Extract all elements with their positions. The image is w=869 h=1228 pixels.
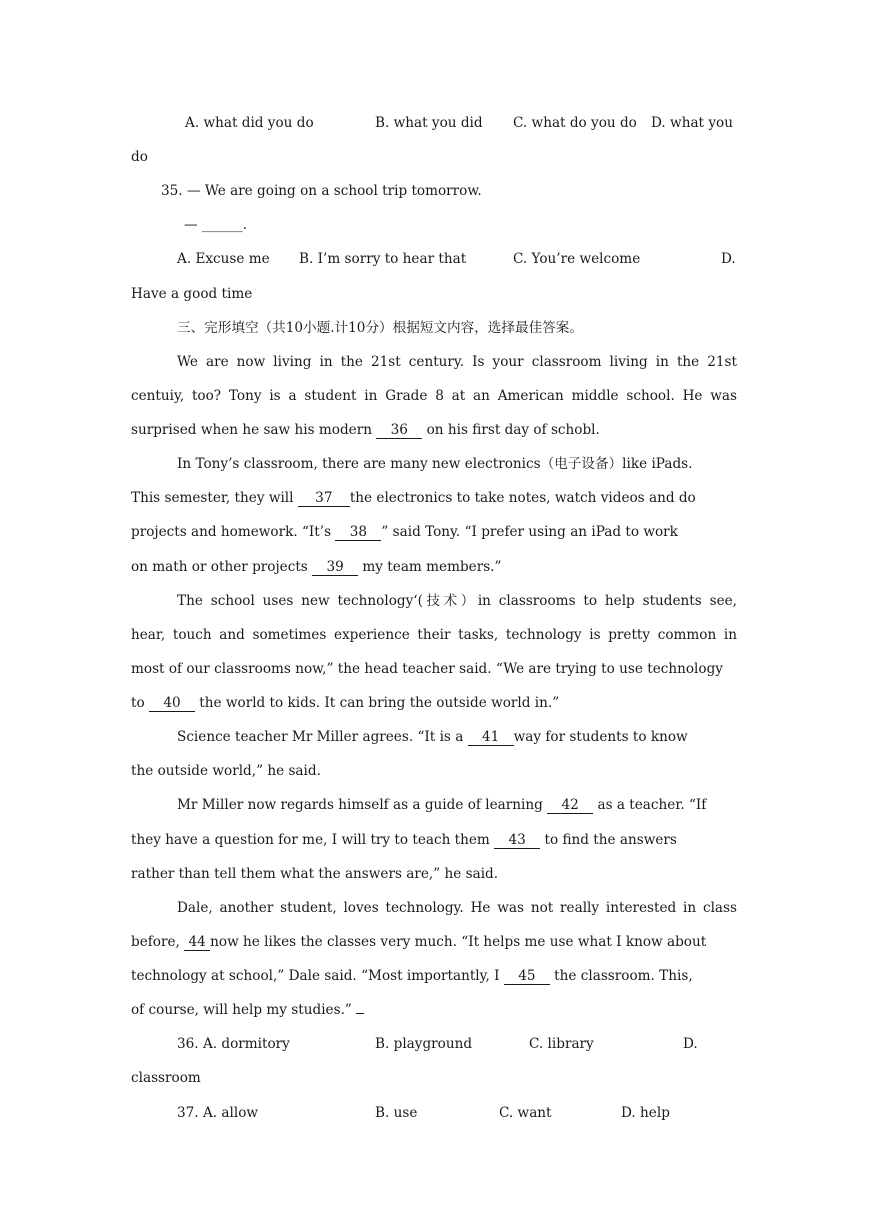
q35-response-blank: ______. [201, 217, 248, 233]
p1-line-1: We are now living in the 21st century. Is your classroom living in the 21st [177, 354, 737, 370]
text-run: Science teacher Mr Miller agrees. “It is a [177, 729, 468, 745]
q35-option-a: A. Excuse me [177, 251, 270, 267]
trailing-underline [356, 1013, 364, 1014]
text-run: before, [131, 934, 185, 950]
blank-38: 38 [335, 525, 381, 541]
text-run: to [131, 695, 149, 711]
q34-option-b: B. what you did [375, 115, 483, 131]
text-run: on math or other projects [131, 559, 313, 575]
q36-option-a: 36. A. dormitory [177, 1036, 290, 1052]
p1-line-2: centuiy, too? Tony is a student in Grade 8 at an American middle school. He was [131, 388, 737, 404]
p3-line-2: hear, touch and sometimes experience their tasks, technology is pretty common in [131, 627, 737, 643]
p3-line-3: most of our classrooms now,” the head teacher said. “We are trying to use technology [131, 661, 723, 677]
q35-response-dash: — [184, 217, 198, 233]
text-run: technology at school,” Dale said. “Most importantly, I [131, 968, 504, 984]
q35-option-c: C. You’re welcome [513, 251, 641, 267]
q35-option-b: B. I’m sorry to hear that [299, 251, 467, 267]
text-run: my team members.” [358, 559, 502, 575]
q36-option-b: B. playground [375, 1036, 473, 1052]
text-run: Mr Miller now regards himself as a guide of learning [177, 797, 548, 813]
q37-option-c: C. want [499, 1105, 552, 1121]
q37-option-b: B. use [375, 1105, 418, 1121]
text-run: way for students to know [513, 729, 688, 745]
p6-line-3 [131, 967, 737, 985]
blank-40: 40 [149, 696, 195, 712]
text-run: as a teacher. “If [593, 797, 707, 813]
blank-41: 41 [468, 730, 514, 746]
p2-line-1: In Tony’s classroom, there are many new electronics（电子设备）like iPads. [177, 456, 693, 472]
p5-line-3: rather than tell them what the answers are,” he said. [131, 866, 499, 882]
q36-option-c: C. library [529, 1036, 594, 1052]
blank-36: 36 [376, 423, 422, 439]
text-run: on his first day of schobl. [422, 422, 600, 438]
q35-question: 35. — We are going on a school trip tomorrow. [161, 183, 482, 199]
text-run: the classroom. This, [549, 968, 693, 984]
text-run: of course, will help my studies.” [131, 1002, 352, 1018]
p6-line-4 [131, 1001, 737, 1019]
q34-option-c: C. what do you do [513, 115, 637, 131]
blank-45: 45 [504, 969, 550, 985]
p2-line-4 [131, 558, 737, 576]
text-run: they have a question for me, I will try to teach them [131, 832, 495, 848]
q36-option-d-wrap: classroom [131, 1070, 201, 1086]
q36-option-d: D. [683, 1036, 698, 1052]
p5-line-2 [131, 831, 737, 849]
text-run: to find the answers [540, 832, 677, 848]
q35-option-d: D. [721, 251, 736, 267]
p2-line-2 [131, 489, 737, 507]
text-run: This semester, they will [131, 490, 298, 506]
blank-43: 43 [494, 833, 540, 849]
q34-option-d-wrap: do [131, 149, 148, 165]
text-run: surprised when he saw his modern [131, 422, 377, 438]
blank-37: 37 [298, 491, 350, 507]
text-run: projects and homework. “It’s [131, 524, 336, 540]
text-run: ” said Tony. “I prefer using an iPad to work [381, 524, 678, 540]
p3-line-4 [131, 694, 737, 712]
section-heading: 三、完形填空（共10小题.计10分）根据短文内容，选择最佳答案。 [177, 320, 583, 336]
q35-response-line [184, 216, 790, 234]
blank-42: 42 [547, 798, 593, 814]
q34-option-a: A. what did you do [185, 115, 314, 131]
p3-line-1: The school uses new technology‘(技术）in classrooms to help students see, [177, 593, 737, 609]
text-run: the world to kids. It can bring the outside world in.” [194, 695, 560, 711]
text-run: now he likes the classes very much. “It helps me use what I know about [210, 934, 707, 950]
p5-line-1 [177, 796, 737, 814]
blank-39: 39 [312, 560, 358, 576]
text-run: the electronics to take notes, watch videos and do [349, 490, 696, 506]
p2-line-3 [131, 523, 737, 541]
p1-line-3 [131, 421, 737, 439]
p4-line-1 [177, 728, 737, 746]
q37-option-a: 37. A. allow [177, 1105, 259, 1121]
p6-line-1: Dale, another student, loves technology. He was not really interested in class [177, 900, 737, 916]
q35-option-d-wrap: Have a good time [131, 286, 253, 302]
blank-44: 44 [184, 935, 210, 951]
q34-option-d: D. what you [651, 115, 733, 131]
p4-line-2: the outside world,” he said. [131, 763, 321, 779]
q37-option-d: D. help [621, 1105, 670, 1121]
p6-line-2 [131, 933, 737, 951]
